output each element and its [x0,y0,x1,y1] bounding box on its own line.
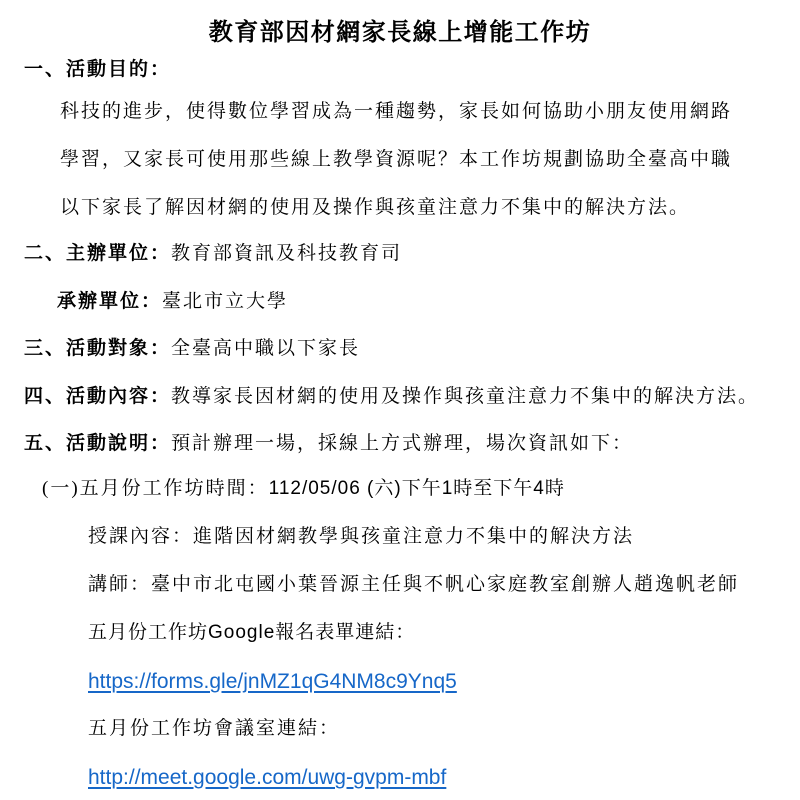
course-content-line [88,525,634,549]
audience-value: 全臺高中職以下家長 [171,338,361,359]
lecturer-label: 講師： [88,574,152,595]
meeting-link[interactable]: http://meet.google.com/uwg-gvpm-mbf [88,766,447,789]
meeting-link-line [88,765,446,791]
meeting-link-label: 五月份工作坊會議室連結： [88,718,341,739]
audience-label: 三、活動對象： [24,338,172,359]
organizer-value: 教育部資訊及科技教育司 [171,243,403,264]
purpose-paragraph-line-1 [60,100,732,124]
activity-content-value: 教導家長因材網的使用及操作與孩童注意力不集中的解決方法。 [171,386,760,407]
course-content-value: 進階因材網教學與孩童注意力不集中的解決方法 [193,526,635,547]
page-title: 教育部因材網家長線上增能工作坊 [208,20,592,46]
purpose-paragraph-line-2 [60,148,732,172]
purpose-text-2: 學習，又家長可使用那些線上教學資源呢？本工作坊規劃協助全臺高中職 [60,149,733,170]
activity-content-label: 四、活動內容： [24,386,172,407]
co-organizer-value: 臺北市立大學 [162,291,289,312]
organizer-label: 二、主辦單位： [24,243,172,264]
section-1-heading [24,58,171,82]
form-link-label: 五月份工作坊Google報名表單連結： [88,622,416,643]
purpose-paragraph-line-3 [60,196,690,220]
organizer-line [24,242,402,266]
form-link-label-line [88,621,415,645]
co-organizer-label: 承辦單位： [57,291,163,312]
audience-line [24,337,360,361]
session-time-label: (一)五月份工作坊時間： [42,478,269,499]
meeting-link-label-line [88,717,340,741]
form-link[interactable]: https://forms.gle/jnMZ1qG4NM8c9Ynq5 [88,670,457,693]
purpose-text-3: 以下家長了解因材網的使用及操作與孩童注意力不集中的解決方法。 [60,197,691,218]
lecturer-line [88,573,739,597]
session-time-line [42,477,565,501]
activity-description-line [24,432,633,456]
activity-description-value: 預計辦理一場，採線上方式辦理，場次資訊如下： [171,433,634,454]
lecturer-value: 臺中市北屯國小葉晉源主任與不帆心家庭教室創辦人趙逸帆老師 [151,574,740,595]
section-1-label: 一、活動目的： [24,59,172,80]
activity-description-label: 五、活動說明： [24,433,172,454]
session-time-value: 112/05/06 (六)下午1時至下午4時 [268,478,565,499]
course-content-label: 授課內容： [88,526,194,547]
activity-content-line [24,385,759,409]
co-organizer-line [57,290,288,314]
purpose-text-1: 科技的進步，使得數位學習成為一種趨勢，家長如何協助小朋友使用網路 [60,101,733,122]
form-link-line [88,669,457,695]
